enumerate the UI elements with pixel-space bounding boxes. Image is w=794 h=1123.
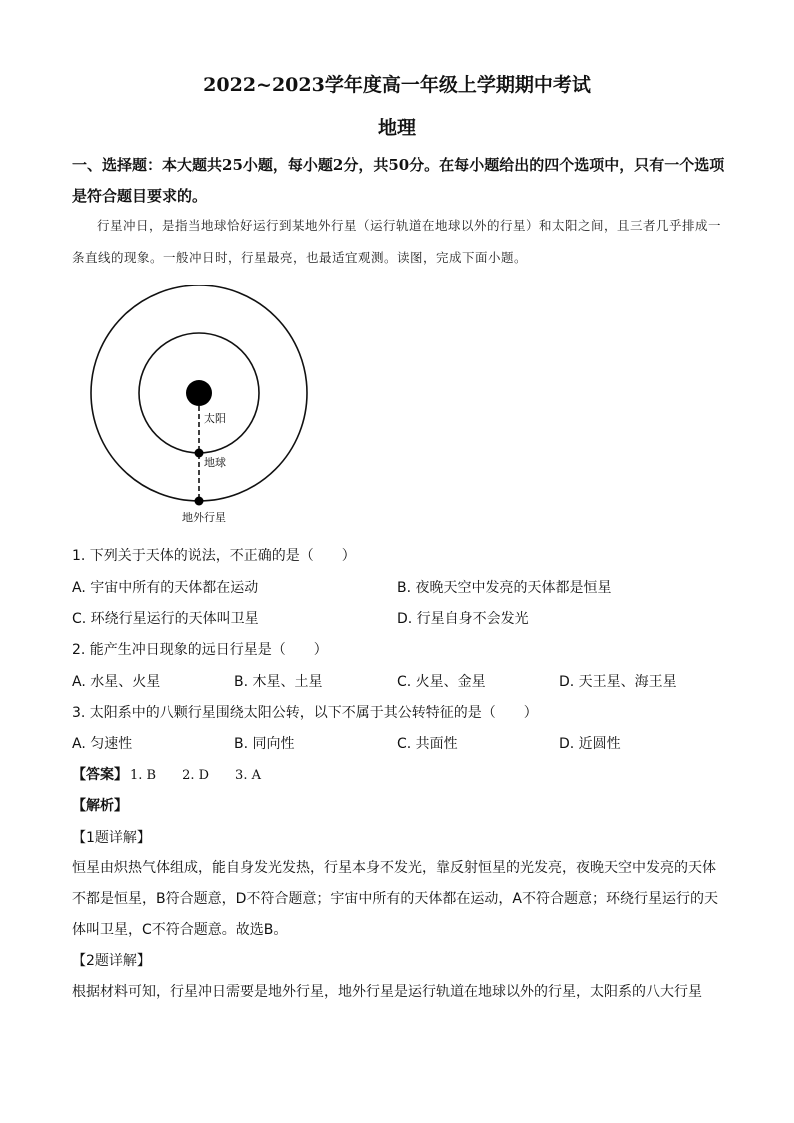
question-2-option-c: C. 火星、金星 [397, 674, 486, 690]
question-2-option-b: B. 木星、土星 [234, 674, 323, 690]
question-2-stem: 2. 能产生冲日现象的远日行星是（ ） [72, 642, 328, 658]
detail-1-label: 【1题详解】 [72, 830, 151, 846]
sun-label: 太阳 [204, 412, 226, 425]
answer-label: 【答案】 [72, 767, 128, 783]
question-3-option-d: D. 近圆性 [559, 736, 621, 752]
question-2-option-a: A. 水星、火星 [72, 674, 161, 690]
question-3-stem: 3. 太阳系中的八颗行星围绕太阳公转，以下不属于其公转特征的是（ ） [72, 705, 538, 721]
earth-icon [195, 449, 204, 458]
page-title: 2022~2023学年度高一年级上学期期中考试 [203, 74, 591, 96]
question-1-option-d: D. 行星自身不会发光 [397, 611, 529, 627]
analysis-label: 【解析】 [72, 798, 128, 814]
detail-2-text: 根据材料可知，行星冲日需要是地外行星，地外行星是运行轨道在地球以外的行星，太阳系的八大行星 [72, 984, 702, 1000]
sun-icon [186, 380, 212, 406]
question-3-option-a: A. 匀速性 [72, 736, 133, 752]
orbit-diagram [88, 285, 308, 530]
question-1-option-c: C. 环绕行星运行的天体叫卫星 [72, 611, 259, 627]
subject-heading: 地理 [377, 117, 416, 139]
material-paragraph: 行星冲日，是指当地球恰好运行到某地外行星（运行轨道在地球以外的行星）和太阳之间，且三者几乎排成一条直线的现象。一般冲日时，行星最亮，也最适宜观测。读图，完成下面小题。 [72, 218, 722, 265]
earth-label: 地球 [204, 456, 226, 469]
question-3-option-c: C. 共面性 [397, 736, 458, 752]
question-2-option-d: D. 天王星、海王星 [559, 674, 677, 690]
question-1-option-b: B. 夜晚天空中发亮的天体都是恒星 [397, 580, 612, 596]
answer-values: 1. B 2. D 3. A [130, 768, 261, 783]
question-3-option-b: B. 同向性 [234, 736, 295, 752]
section-heading: 一、选择题：本大题共25小题，每小题2分，共50分。在每小题给出的四个选项中，只有一个选项是符合题目要求的。 [72, 156, 725, 205]
outer-planet-icon [195, 497, 204, 506]
detail-1-text: 恒星由炽热气体组成，能自身发光发热，行星本身不发光，靠反射恒星的光发亮，夜晚天空中发亮的天体不都是恒星，B符合题意，D不符合题意；宇宙中所有的天体都在运动，A不符合题意；环绕行星运行的天体叫卫星，C不符合题意。故选B。 [72, 860, 718, 938]
question-1-option-a: A. 宇宙中所有的天体都在运动 [72, 580, 259, 596]
outer-planet-label: 地外行星 [182, 511, 226, 524]
detail-2-label: 【2题详解】 [72, 953, 151, 969]
question-1-stem: 1. 下列关于天体的说法，不正确的是（ ） [72, 548, 356, 564]
